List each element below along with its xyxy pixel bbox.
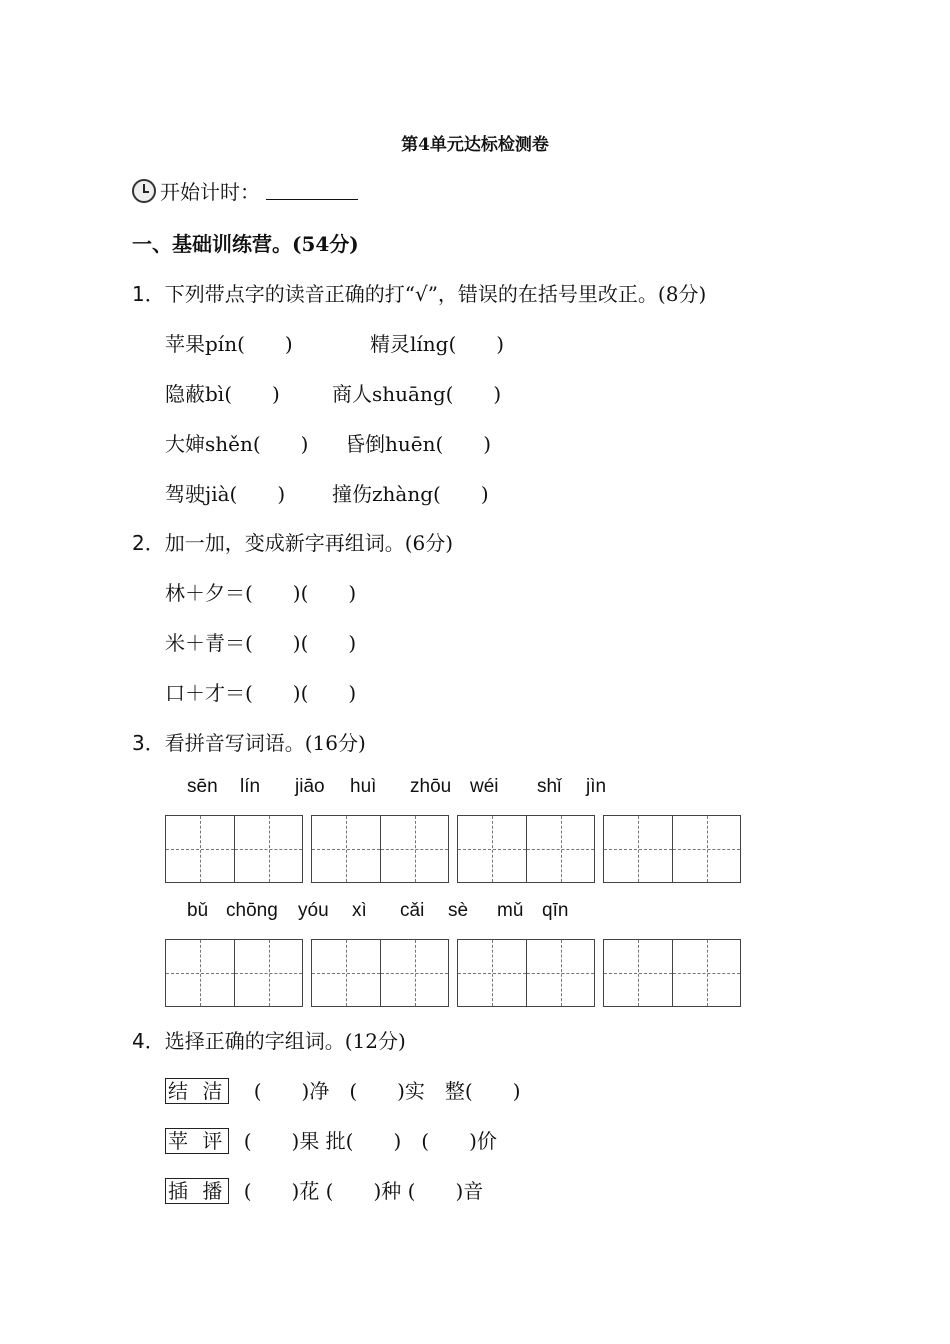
pinyin: cǎi	[400, 900, 425, 921]
word-box[interactable]	[603, 815, 741, 883]
q1-item: 商人shuāng( )	[332, 382, 502, 406]
choice-box: 结 洁	[165, 1078, 229, 1104]
q1-item: 昏倒huēn( )	[345, 432, 492, 456]
q1-item: 大婶shěn( )	[165, 432, 309, 456]
pinyin: sēn	[187, 776, 218, 797]
q2-item: 口＋才＝( )( )	[165, 681, 357, 705]
timer-line	[132, 176, 358, 205]
question-3: 3．看拼音写词语。(16分)	[132, 731, 366, 755]
question-2: 2．加一加，变成新字再组词。(6分)	[132, 531, 454, 555]
timer-blank[interactable]	[266, 181, 358, 200]
q1-item: 隐蔽bì( )	[165, 382, 280, 406]
pinyin: yóu	[298, 900, 329, 921]
word-box[interactable]	[165, 939, 303, 1007]
pinyin: zhōu	[410, 776, 452, 797]
pinyin: qīn	[542, 900, 569, 921]
pinyin: shǐ	[537, 776, 562, 797]
pinyin: mǔ	[497, 900, 524, 921]
q1-item: 精灵líng( )	[370, 332, 505, 356]
pinyin: huì	[350, 776, 377, 797]
choice-box: 苹 评	[165, 1128, 229, 1154]
question-1: 1．下列带点字的读音正确的打“√”，错误的在括号里改正。(8分)	[132, 282, 707, 306]
q1-item: 撞伤zhàng( )	[332, 482, 489, 506]
word-box[interactable]	[311, 815, 449, 883]
page-title: 第4单元达标检测卷	[401, 135, 549, 155]
q4-row: 插 播 ( )花 ( )种 ( )音	[165, 1175, 483, 1204]
pinyin: bǔ	[187, 900, 209, 921]
pinyin: wéi	[470, 776, 499, 797]
q2-item: 林＋夕＝( )( )	[165, 581, 357, 605]
word-box[interactable]	[457, 939, 595, 1007]
q4-row: 苹 评 ( )果 批( ) ( )价	[165, 1125, 497, 1154]
word-box[interactable]	[457, 815, 595, 883]
pinyin: chōng	[226, 900, 278, 921]
pinyin: sè	[448, 900, 469, 921]
writing-grid-row	[165, 815, 741, 883]
timer-label: 开始计时：	[160, 180, 260, 204]
q1-item: 苹果pín( )	[165, 332, 293, 356]
section-heading: 一、基础训练营。(54分)	[132, 232, 359, 256]
choice-box: 插 播	[165, 1178, 229, 1204]
writing-grid-row	[165, 939, 741, 1007]
word-box[interactable]	[311, 939, 449, 1007]
q2-item: 米＋青＝( )( )	[165, 631, 357, 655]
clock-icon	[132, 179, 156, 203]
q1-item: 驾驶jià( )	[165, 482, 286, 506]
pinyin: jiāo	[295, 776, 325, 797]
pinyin: xì	[352, 900, 367, 921]
question-4: 4．选择正确的字组词。(12分)	[132, 1029, 406, 1053]
word-box[interactable]	[165, 815, 303, 883]
word-box[interactable]	[603, 939, 741, 1007]
q4-row: 结 洁 ( )净 ( )实 整( )	[165, 1075, 521, 1104]
pinyin: lín	[240, 776, 261, 797]
pinyin: jìn	[586, 776, 607, 797]
